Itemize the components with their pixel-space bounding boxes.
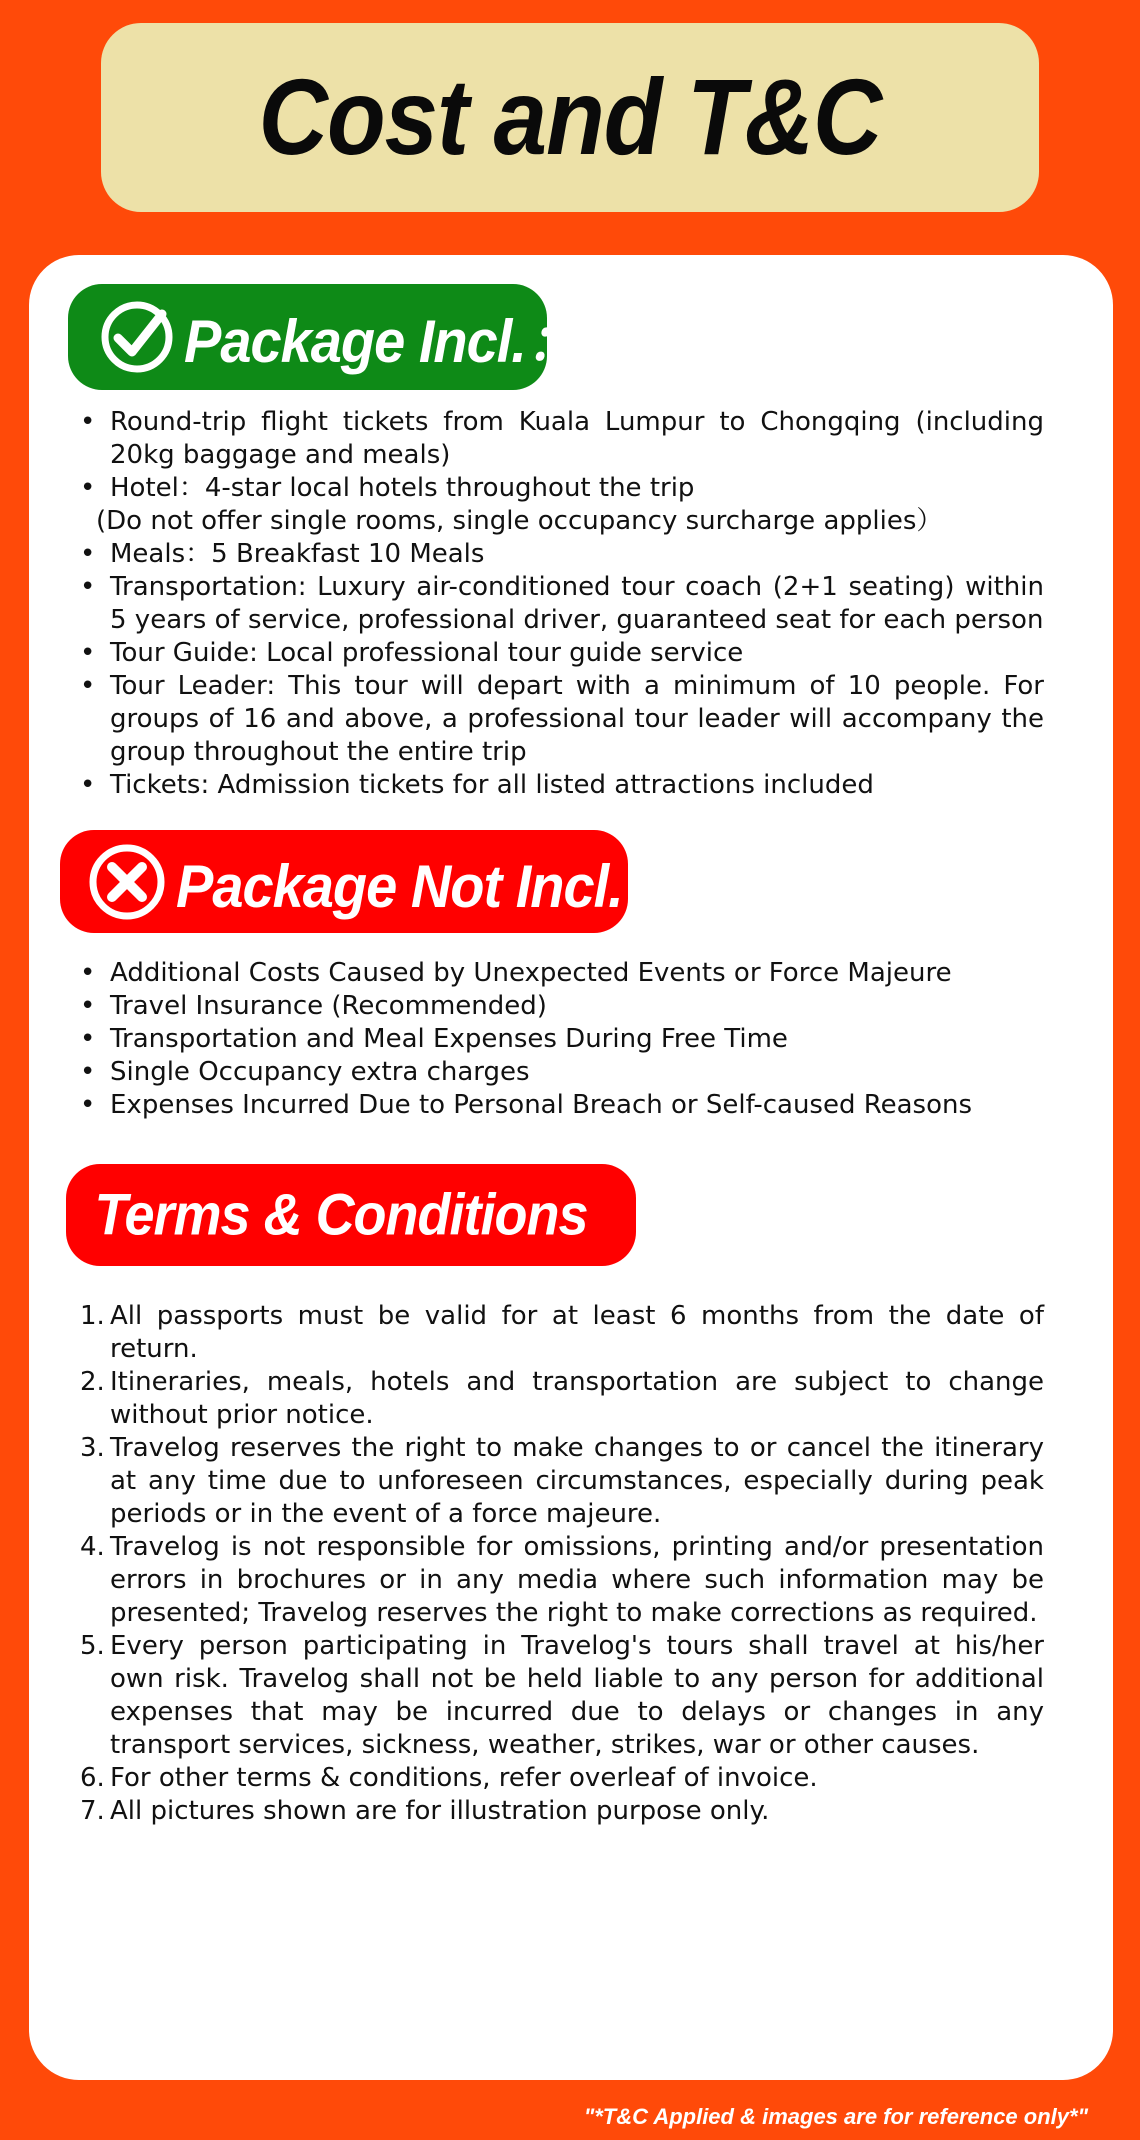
x-circle-icon <box>88 843 166 921</box>
terms-item <box>80 1762 1044 1795</box>
list-item: • Additional Costs Caused by Unexpected Events or Force Majeure <box>80 957 1044 990</box>
list-item: • Round-trip flight tickets from Kuala Lumpur to Chongqing (including 20kg baggage and meals) <box>80 406 1044 472</box>
list-item: • Transportation and Meal Expenses During Free Time <box>80 1023 1044 1056</box>
terms-item-number: 2. <box>80 1367 105 1397</box>
page-title: Cost and T&C <box>258 57 882 177</box>
list-item: • Tickets: Admission tickets for all listed attractions included <box>80 769 1044 802</box>
terms-item <box>80 1300 1044 1366</box>
terms-item-number: 3. <box>80 1433 105 1463</box>
terms-item-number: 6. <box>80 1763 105 1793</box>
terms-item-text: All pictures shown are for illustration purpose only. <box>110 1796 770 1826</box>
list-item: • Single Occupancy extra charges <box>80 1056 1044 1089</box>
terms-item-text: Every person participating in Travelog's tours shall travel at his/her own risk. Travelog shall not be held liable to any person for additional expenses that may be incurred due to delays or changes in any transport services, sickness, weather, strikes, war or other causes. <box>110 1631 1044 1760</box>
terms-item <box>80 1630 1044 1762</box>
terms-item-text: All passports must be valid for at least 6 months from the date of return. <box>110 1301 1044 1364</box>
terms-item <box>80 1432 1044 1531</box>
terms-list <box>80 1300 1044 1828</box>
terms-item-number: 7. <box>80 1796 105 1826</box>
list-item: • Travel Insurance (Recommended) <box>80 990 1044 1023</box>
package-excluded-label: Package Not Incl.： <box>176 851 678 920</box>
terms-item-text: Travelog reserves the right to make changes to or cancel the itinerary at any time due to unforeseen circumstances, especially during peak periods or in the event of a force majeure. <box>110 1433 1044 1529</box>
terms-item-number: 1. <box>80 1301 105 1331</box>
package-excluded-header <box>60 830 678 933</box>
terms-header <box>66 1164 636 1266</box>
excluded-list <box>80 957 1044 1122</box>
terms-item <box>80 1795 1044 1828</box>
terms-label: Terms & Conditions <box>94 1182 588 1248</box>
package-included-header <box>68 284 581 390</box>
list-item: • Tour Leader: This tour will depart with a minimum of 10 people. For groups of 16 and above, a professional tour leader will accompany the group throughout the entire trip <box>80 670 1044 769</box>
package-included-label: Package Incl.： <box>184 306 581 375</box>
list-item: • Transportation: Luxury air-conditioned tour coach (2+1 seating) within 5 years of service, professional driver, guaranteed seat for each person <box>80 571 1044 637</box>
list-item: • Meals：5 Breakfast 10 Meals <box>80 538 1044 571</box>
list-item: • Hotel：4-star local hotels throughout the trip <box>80 472 1044 505</box>
title-banner <box>101 23 1039 212</box>
terms-item-text: Travelog is not responsible for omissions, printing and/or presentation errors in brochures or in any media where such information may be presented; Travelog reserves the right to make corrections as required. <box>110 1532 1044 1628</box>
terms-item-number: 5. <box>80 1631 105 1661</box>
footer-disclaimer: "*T&C Applied & images are for reference only*" <box>583 2104 1088 2129</box>
terms-item-text: Itineraries, meals, hotels and transportation are subject to change without prior notice. <box>110 1367 1044 1430</box>
terms-item <box>80 1531 1044 1630</box>
included-list <box>80 406 1044 802</box>
terms-item-number: 4. <box>80 1532 105 1562</box>
list-item: • Expenses Incurred Due to Personal Breach or Self-caused Reasons <box>80 1089 1044 1122</box>
terms-item-text: For other terms & conditions, refer overleaf of invoice. <box>110 1763 818 1793</box>
terms-item <box>80 1366 1044 1432</box>
list-item: • Tour Guide: Local professional tour guide service <box>80 637 1044 670</box>
check-circle-icon <box>100 300 174 374</box>
list-item-note: (Do not offer single rooms, single occupancy surcharge applies） <box>96 506 943 536</box>
